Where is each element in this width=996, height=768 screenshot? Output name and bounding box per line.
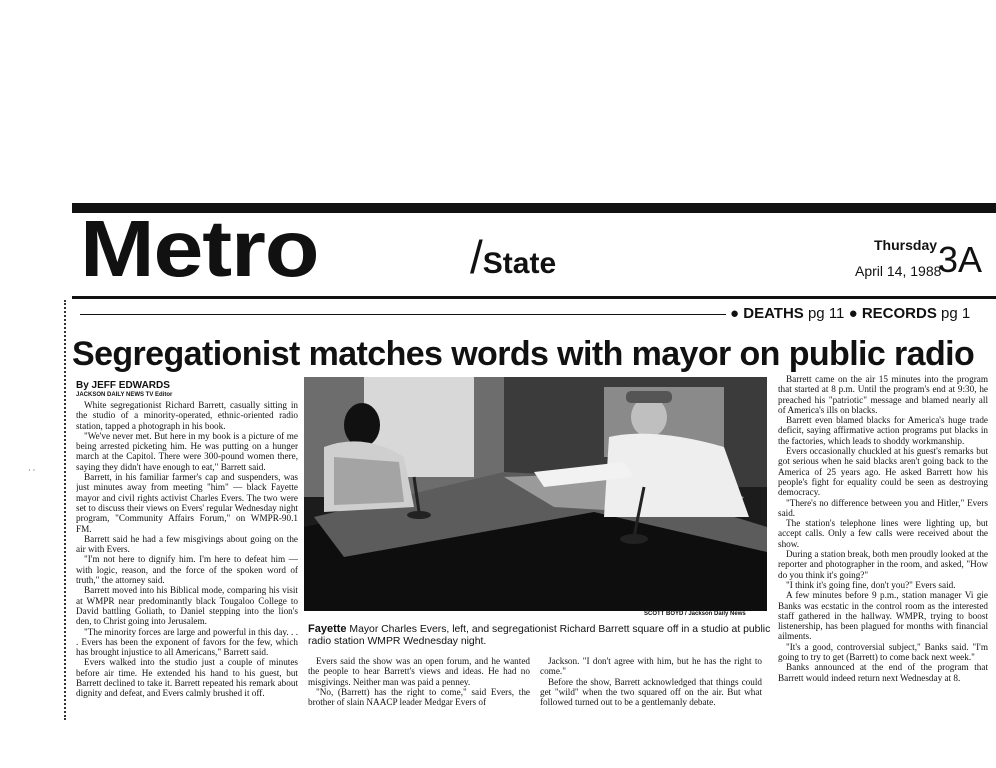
paragraph: Evers walked into the studio just a couple of minutes before air time. He extended his hand to his guest, but Barrett declined to take it. Barrett repeated his remark about dignity and defeat, and Evers calmly brushed it off. (76, 657, 298, 699)
paragraph: Barrett came on the air 15 minutes into the program that started at 8 p.m. Until the program's end at 9:30, he preached his "patriotic" message and blamed nearly all of America's ills on blacks. (778, 374, 988, 415)
deaths-label: DEATHS (743, 305, 804, 322)
section-slash: / (470, 231, 483, 283)
article-column-4 (540, 656, 762, 726)
subsection-label: State (482, 247, 557, 280)
article-column-1 (76, 400, 298, 722)
paragraph: Barrett even blamed blacks for America's huge trade deficit, saying affirmative action programs put blacks in the factories, which leads to shoddy workmanship. (778, 415, 988, 446)
deaths-page: pg 11 (807, 305, 845, 322)
paragraph: "There's no difference between you and Hitler," Evers said. (778, 497, 988, 518)
news-photo (304, 377, 767, 611)
caption-text: Mayor Charles Evers, left, and segregationist Richard Barrett square off in a studio at public radio station WMPR Wednesday night. (308, 624, 771, 647)
margin-dots (64, 300, 68, 720)
page-index (730, 305, 970, 322)
scan-speck: · · (28, 466, 36, 475)
studio-photo-illustration (304, 377, 767, 611)
paragraph: Evers occasionally chuckled at his guest's remarks but got serious when he said blacks aren't going back to the America of 25 years ago. He asked Barrett how his people's fight for equality could be seen as destroying democracy. (778, 446, 988, 498)
section-title: Metro (80, 204, 319, 293)
paragraph: A few minutes before 9 p.m., station manager Vi gie Banks was ecstatic in the control room as the interested staff gathered in the hallway. WMPR, trying to boost listenership, has been plagued for months with financial ailments. (778, 590, 988, 642)
photo-caption (308, 623, 772, 648)
article-column-3 (308, 656, 530, 726)
caption-lead: Fayette (308, 623, 347, 635)
paragraph: Jackson. "I don't agree with him, but he has the right to come." (540, 656, 762, 677)
paragraph: White segregationist Richard Barrett, casually sitting in the studio of a minority-operated, ethnic-oriented radio station, tapped a photograph in his book. (76, 400, 298, 431)
paragraph: "It's a good, controversial subject," Banks said. "I'm going to try to get (Barrett) to come back next week." (778, 641, 988, 663)
records-label: RECORDS (861, 305, 937, 322)
paragraph: Before the show, Barrett acknowledged that things could get "wild" when the two squared off on the air. But what followed turned out to be a gentlemanly debate. (540, 676, 762, 708)
paragraph: The station's telephone lines were lighting up, but accept calls. Only a few calls were received about the show. (778, 518, 988, 549)
bullet-icon: ● (848, 305, 858, 322)
paragraph: During a station break, both men proudly looked at the reporter and photographer in the room, and asked, "How do you think it's going?" (778, 549, 988, 580)
paragraph: Barrett said he had a few misgivings about going on the air with Evers. (76, 533, 298, 555)
issue-date: April 14, 1988 (855, 263, 942, 279)
paragraph: "The minority forces are large and powerful in this day. . . . Evers has been the exponent of favors for the few, which has brought injustice to all Americans," Barrett said. (76, 626, 298, 658)
page-number: 3A (938, 239, 983, 280)
bullet-icon: ● (730, 305, 740, 322)
article-headline: Segregationist matches words with mayor on public radio (72, 335, 975, 373)
paragraph: Barrett, in his familiar farmer's cap and suspenders, was just minutes away from meeting "him" — black Fayette mayor and civil rights activist Charles Evers. The two were set to discuss their views on Evers' regular Wednesday night program, "Community Affairs Forum," on WMPR-90.1 FM. (76, 472, 298, 534)
paragraph: "I'm not here to dignify him. I'm here to defeat him — with logic, reason, and the force of the spoken word of truth," the attorney said. (76, 554, 298, 586)
records-page: pg 1 (941, 305, 971, 322)
paragraph: "We've never met. But here in my book is a picture of me being arrested picketing him. He was putting on a hunger march at the Capitol. There were 300-pound women there, saying they didn't have enough to eat," Barrett said. (76, 430, 298, 472)
paragraph: "I think it's going fine, don't you?" Evers said. (786, 579, 956, 590)
paragraph: "No, (Barrett) has the right to come," said Evers, the brother of slain NAACP leader Medgar Evers of (308, 686, 530, 708)
issue-day: Thursday (874, 237, 938, 253)
byline: By JEFF EDWARDS (76, 380, 170, 391)
byline-title: JACKSON DAILY NEWS TV Editor (76, 392, 173, 398)
article-column-2 (778, 374, 988, 719)
paragraph: Banks announced at the end of the program that Barrett would indeed return next Wednesday at 8. (778, 662, 988, 683)
masthead-bottom-rule (72, 296, 996, 299)
photo-credit: SCOTT BOYD / Jackson Daily News (644, 611, 746, 617)
paragraph: Barrett moved into his Biblical mode, comparing his visit at WMPR near predominantly black Tougaloo College to David battling Goliath, to Daniel stepping into the lion's den, to Christ going into Jerusalem. (76, 585, 298, 627)
subsection-title (470, 232, 556, 289)
paragraph: Evers said the show was an open forum, and he wanted the people to hear Barrett's views and ideas. He had no misgivings. Neither man was paid a penney. (308, 656, 530, 687)
index-rule (80, 314, 726, 315)
